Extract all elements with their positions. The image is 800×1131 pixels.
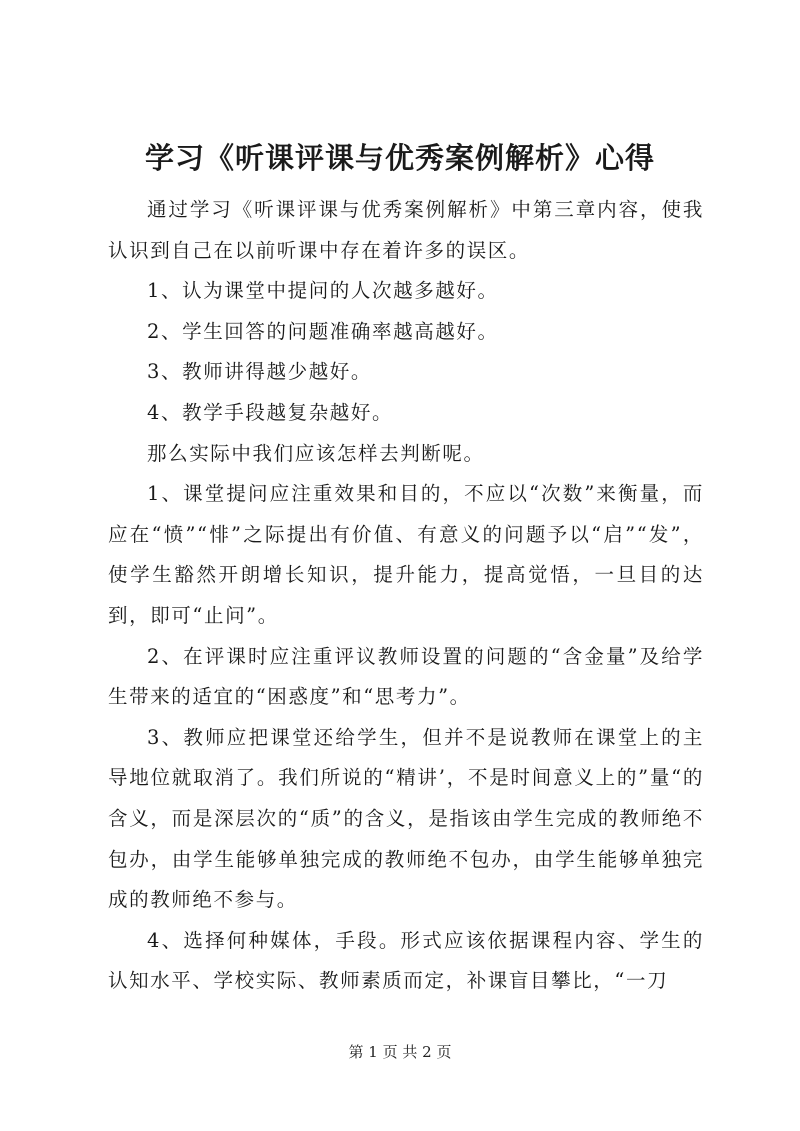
paragraph-answer-4: 4、选择何种媒体，手段。形式应该依据课程内容、学生的认知水平、学校实际、教师素质而定，补课盲目攀比，“一刀 bbox=[108, 928, 704, 993]
paragraph-misconception-2: 2、学生回答的问题准确率越高越好。 bbox=[147, 319, 499, 343]
paragraph-answer-2: 2、在评课时应注重评议教师设置的问题的“含金量”及给学生带来的适宜的“困惑度”和“思考力”。 bbox=[108, 644, 704, 709]
paragraph-answer-3: 3、教师应把课堂还给学生，但并不是说教师在课堂上的主导地位就取消了。我们所说的“精讲’，不是时间意义上的”量“的含义，而是深层次的“质”的含义，是指该由学生完成的教师绝不包办，由学生能够单独完成的教师绝不包办，由学生能够单独完成的教师绝不参与。 bbox=[108, 725, 704, 912]
paragraph-misconception-1: 1、认为课堂中提问的人次越多越好。 bbox=[147, 279, 499, 303]
paragraph-misconception-3: 3、教师讲得越少越好。 bbox=[147, 360, 373, 384]
document-title: 学习《听课评课与优秀案例解析》心得 bbox=[144, 141, 655, 175]
paragraph-question: 那么实际中我们应该怎样去判断呢。 bbox=[147, 441, 485, 465]
document-body bbox=[108, 190, 704, 1002]
paragraph-misconception-4: 4、教学手段越复杂越好。 bbox=[147, 400, 394, 424]
page-footer: 第 1 页 共 2 页 bbox=[348, 1043, 452, 1061]
paragraph-answer-1: 1、课堂提问应注重效果和目的，不应以“次数”来衡量，而应在“愤”“悱”之际提出有价值、有意义的问题予以“启”“发”，使学生豁然开朗增长知识，提升能力，提高觉悟，一旦目的达到，即可“止问”。 bbox=[108, 482, 704, 627]
paragraph-intro: 通过学习《听课评课与优秀案例解析》中第三章内容，使我认识到自己在以前听课中存在着许多的误区。 bbox=[108, 198, 704, 262]
